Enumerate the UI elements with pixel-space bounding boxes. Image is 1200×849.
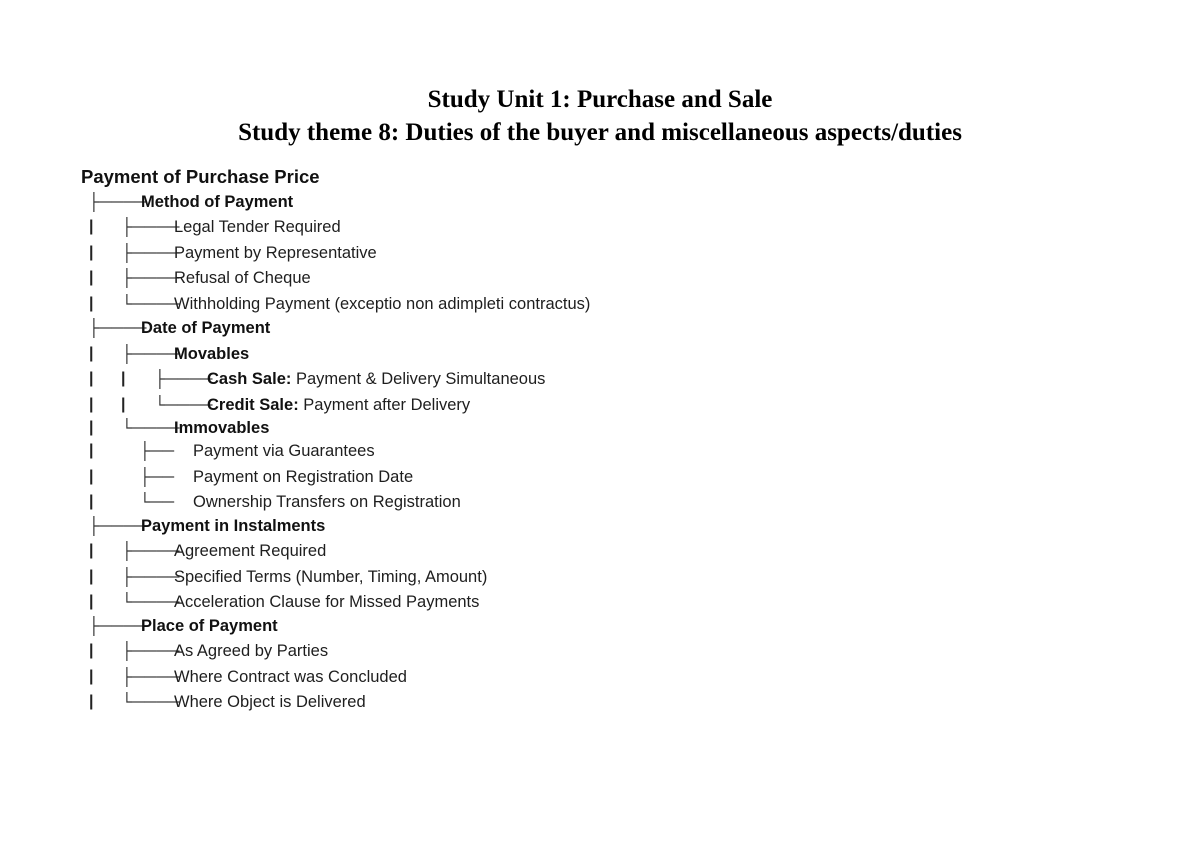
tree-guide-line: | [89,442,94,459]
tree-branch-connector: ├──── [88,617,147,635]
tree-branch-connector: ├──── [121,244,180,262]
tree-node-label: Payment by Representative [174,244,377,262]
tree-node-text [174,539,326,563]
tree-node-label: Refusal of Cheque [174,269,311,287]
tree-guide-line: | [89,493,94,510]
tree-node-text [174,690,366,714]
tree-node-label: Agreement Required [174,542,327,560]
tree-guide-line: | [121,370,126,387]
tree-branch-connector: └── [139,493,175,511]
tree-node-text [141,614,278,638]
tree-guide-line: | [89,468,94,485]
tree-branch-connector: └──── [121,295,180,313]
tree-node-text [193,490,461,514]
tree-branch-connector: ├──── [121,542,180,560]
tree-node-text [174,590,479,614]
tree-guide-line: | [89,642,94,659]
tree-branch-connector: └──── [121,593,180,611]
tree-node-text [174,241,377,265]
tree-node-text [174,215,341,239]
tree-guide-line: | [121,396,126,413]
tree-guide-line: | [89,593,94,610]
tree-guide-line: | [89,568,94,585]
tree-branch-connector: ├──── [154,370,213,388]
tree-guide-line: | [89,244,94,261]
tree-node-text [174,639,328,663]
tree-node-label: Payment on Registration Date [193,468,414,486]
tree-node-bold-label: Credit Sale: [207,396,299,414]
tree-node-text [174,266,311,290]
tree-guide-line: | [89,295,94,312]
tree-guide-line: | [89,218,94,235]
tree-node-text [193,465,413,489]
tree-branch-connector: ├── [139,468,175,486]
tree-branch-connector: ├──── [121,345,180,363]
tree-branch-connector: ├──── [121,668,180,686]
tree-guide-line: | [89,396,94,413]
tree-node-label: Legal Tender Required [174,218,341,236]
tree-node-bold-label: Place of Payment [141,617,278,635]
tree-node-text [193,439,375,463]
tree-branch-connector: ├──── [121,568,180,586]
tree-node-label: Withholding Payment (exceptio non adimpleti contractus) [174,295,591,313]
document-title: Study Unit 1: Purchase and Sale [427,86,773,113]
tree-node-label: Payment via Guarantees [193,442,375,460]
tree-node-label: Payment & Delivery Simultaneous [291,370,546,388]
tree-node-text [174,292,590,316]
tree-branch-connector: ├──── [121,642,180,660]
tree-node-label: As Agreed by Parties [174,642,329,660]
tree-node-label: Acceleration Clause for Missed Payments [174,593,480,611]
tree-node-bold-label: Cash Sale: [207,370,292,388]
tree-node-text [174,416,269,440]
document-header [0,83,1200,149]
tree-node-label: Specified Terms (Number, Timing, Amount) [174,568,488,586]
tree-node-label: Where Object is Delivered [174,693,366,711]
tree-node-text [207,393,470,417]
tree-node-label: Where Contract was Concluded [174,668,407,686]
tree-node-bold-label: Date of Payment [141,319,271,337]
tree-node-text [141,316,270,340]
tree-branch-connector: ├──── [88,319,147,337]
tree-node-text [207,367,545,391]
tree-branch-connector: └──── [121,419,180,437]
tree-node-bold-label: Immovables [174,419,270,437]
tree-branch-connector: ├──── [88,193,147,211]
tree-node-bold-label: Movables [174,345,250,363]
tree-guide-line: | [89,668,94,685]
tree-root-label: Payment of Purchase Price [81,166,320,187]
tree-branch-connector: ├── [139,442,175,460]
tree-branch-connector: └──── [154,396,213,414]
tree-branch-connector: ├──── [121,269,180,287]
tree-node-text [174,342,249,366]
tree-guide-line: | [89,370,94,387]
tree-node-text [174,665,407,689]
tree-node-bold-label: Payment in Instalments [141,517,326,535]
tree-guide-line: | [89,419,94,436]
tree-node-label: Payment after Delivery [298,396,471,414]
tree-branch-connector: └──── [121,693,180,711]
tree-node-text [174,565,487,589]
tree-guide-line: | [89,693,94,710]
tree-node-bold-label: Method of Payment [141,193,294,211]
document-subtitle: Study theme 8: Duties of the buyer and miscellaneous aspects/duties [238,119,962,146]
tree-guide-line: | [89,269,94,286]
tree-branch-connector: ├──── [121,218,180,236]
tree-guide-line: | [89,345,94,362]
tree-guide-line: | [89,542,94,559]
tree-node-text [141,514,325,538]
tree-node-text [141,190,293,214]
tree-branch-connector: ├──── [88,517,147,535]
tree-node-label: Ownership Transfers on Registration [193,493,461,511]
